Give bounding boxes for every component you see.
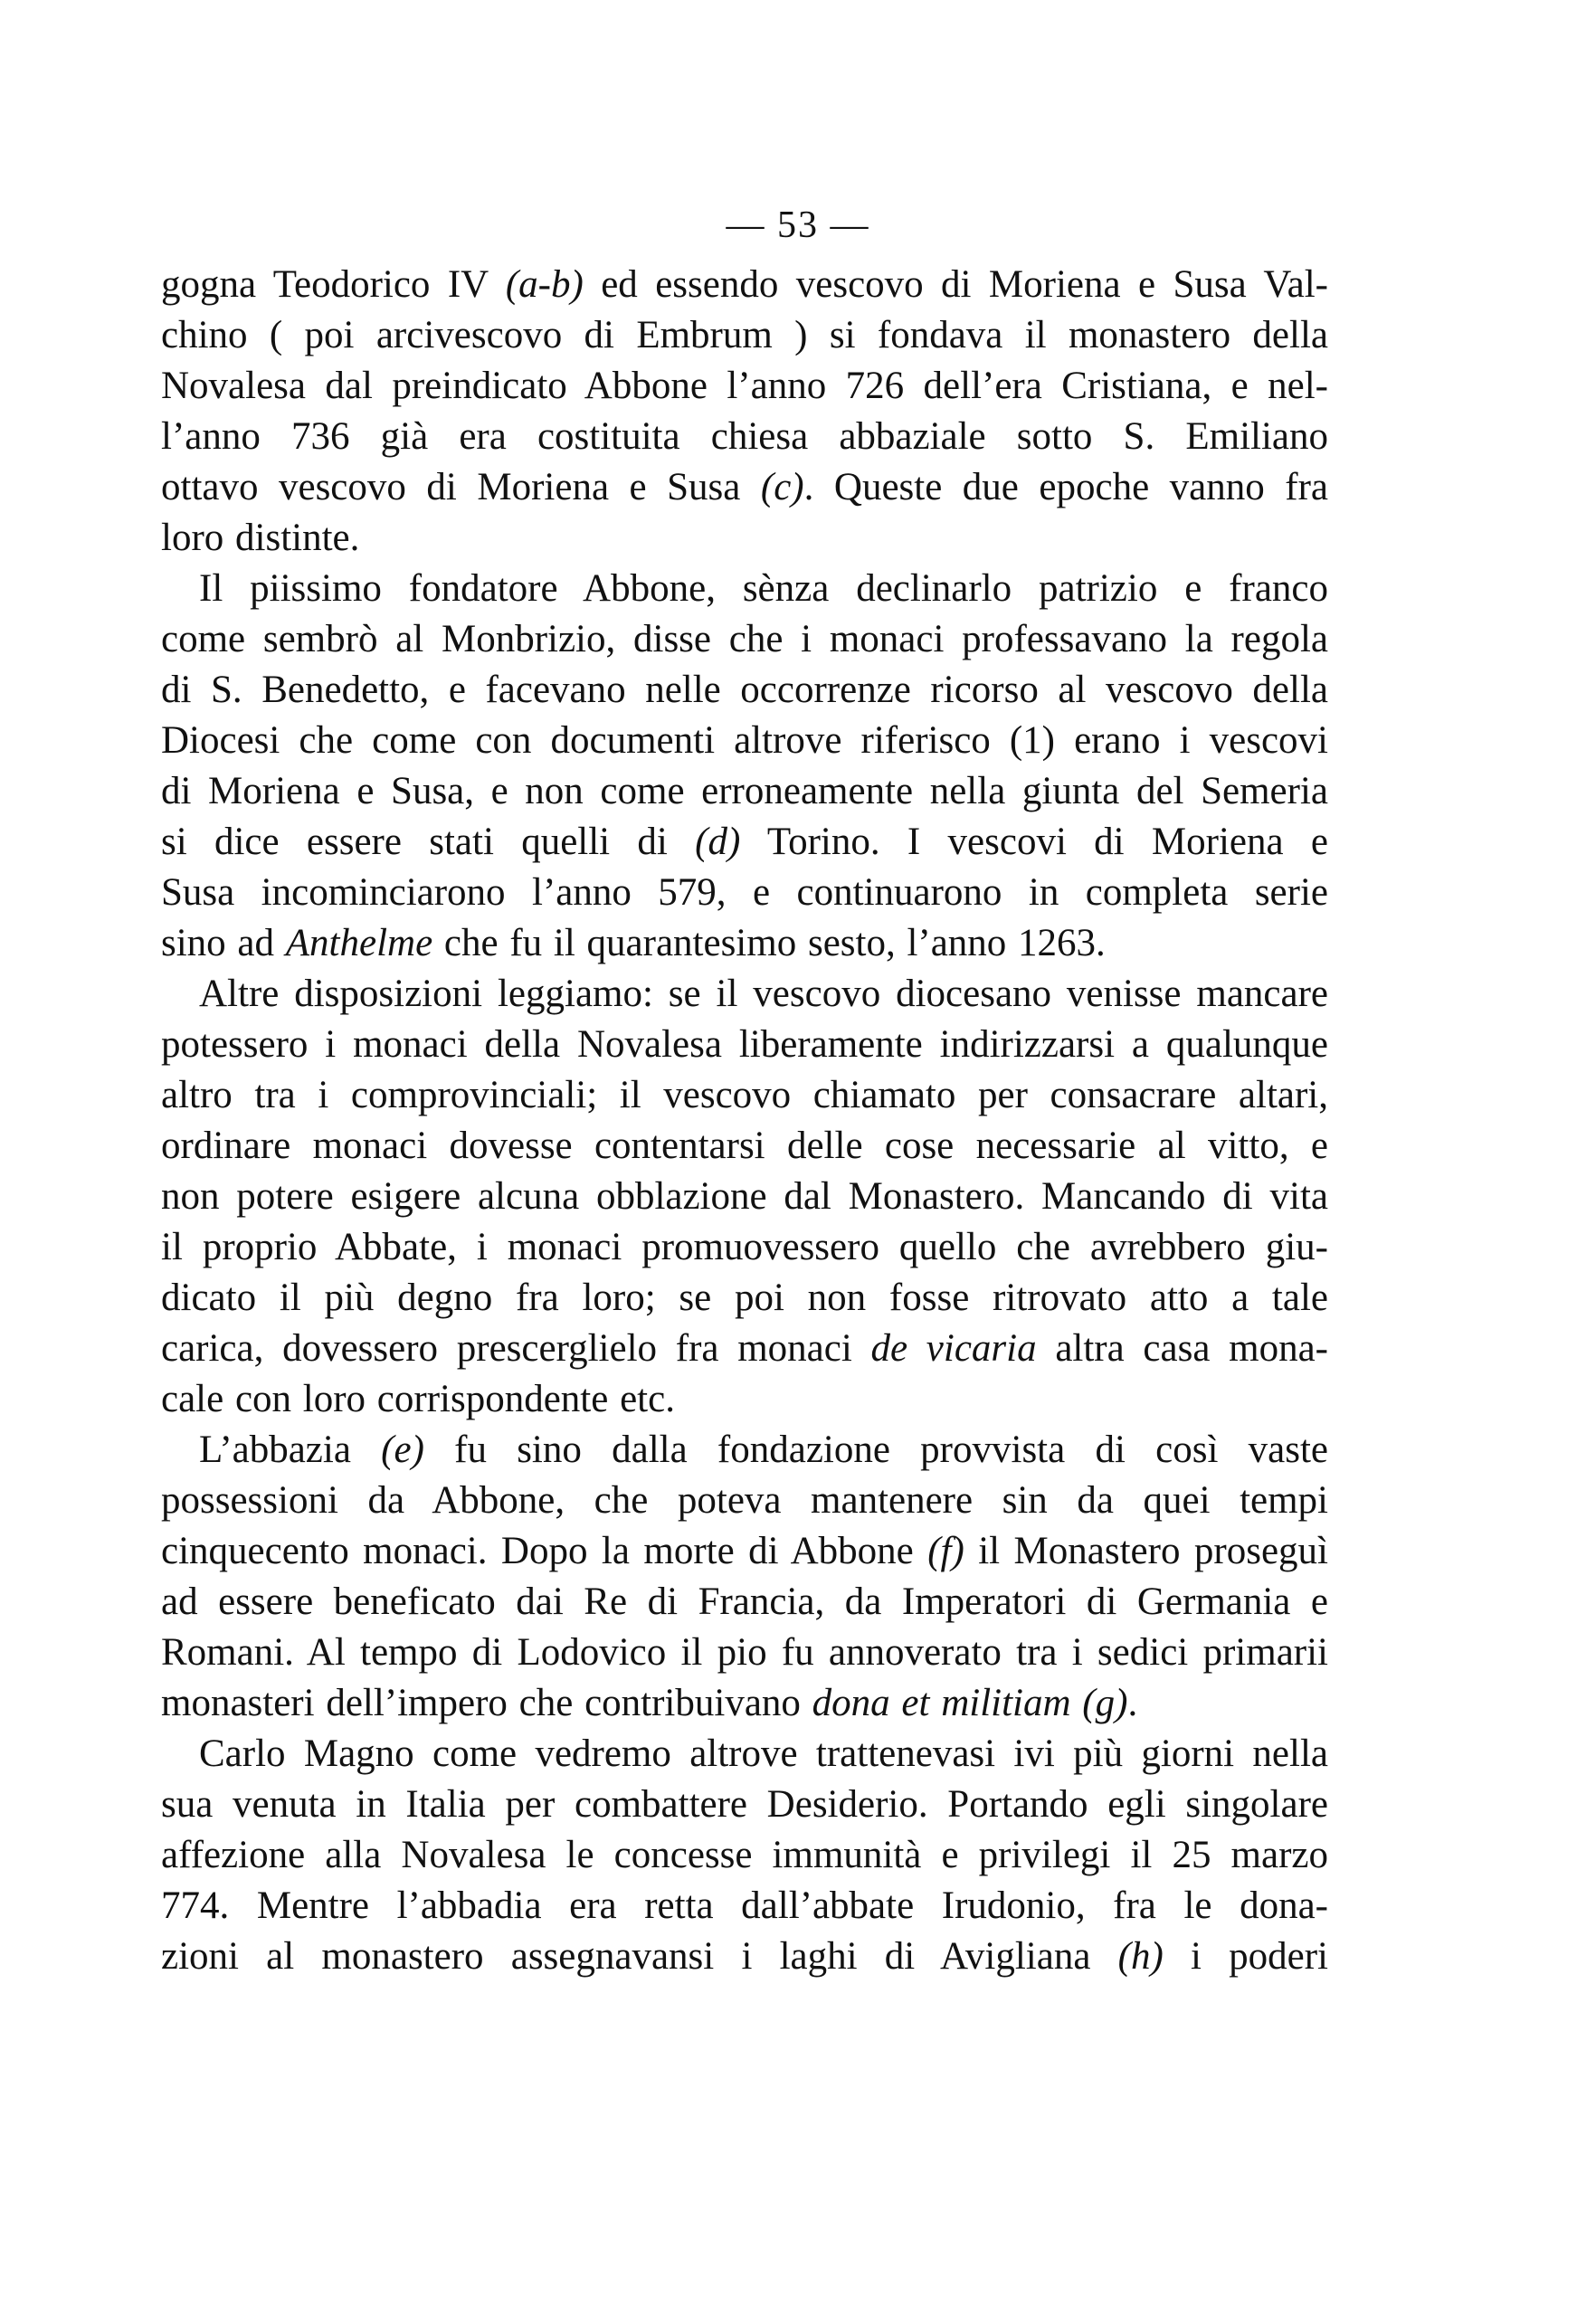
text-segment: l’anno 736 già era costituita chiesa abbaziale sotto S. Emiliano [161, 415, 1328, 458]
text-segment: . [1127, 1682, 1138, 1724]
text-line [161, 1374, 1328, 1425]
text-line [161, 1425, 1328, 1476]
text-line [161, 1526, 1328, 1577]
text-segment: Torino. I vescovi di Moriena e [740, 821, 1328, 863]
text-line [161, 1020, 1328, 1070]
text-segment: chino ( poi arcivescovo di Embrum ) si fondava il monastero della [161, 314, 1328, 356]
text-line [161, 1324, 1328, 1374]
text-line [161, 766, 1328, 817]
text-line [161, 1780, 1328, 1830]
text-segment: Novalesa dal preindicato Abbone l’anno 726 dell’era Cristiana, e nel- [161, 365, 1328, 407]
text-line [161, 1476, 1328, 1526]
text-segment: ad essere beneficato dai Re di Francia, da Imperatori di Germania e [161, 1580, 1328, 1623]
text-line [161, 1172, 1328, 1222]
text-segment: monasteri dell’impero che contribuivano [161, 1682, 812, 1724]
text-segment: . Queste due epoche vanno fra [803, 466, 1328, 508]
text-segment: potessero i monaci della Novalesa liberamente indirizzarsi a qualunque [161, 1023, 1328, 1066]
text-segment: Diocesi che come con documenti altrove riferisco (1) erano i vescovi [161, 719, 1328, 762]
text-line [161, 1628, 1328, 1678]
text-segment: Carlo Magno come vedremo altrove trattenevasi ivi più giorni nella [199, 1732, 1328, 1775]
text-line [161, 1830, 1328, 1881]
page-number: — 53 — [726, 204, 870, 246]
text-line [161, 1222, 1328, 1273]
text-line [161, 462, 1328, 513]
italic-text: (c) [760, 466, 804, 508]
text-segment: si dice essere stati quelli di [161, 821, 696, 863]
text-segment: ottavo vescovo di Moriena e Susa [161, 466, 761, 508]
text-line [161, 614, 1328, 665]
text-segment: affezione alla Novalesa le concesse immunità e privilegi il 25 marzo [161, 1834, 1328, 1876]
body-text [161, 260, 1328, 1982]
italic-text: (h) [1117, 1935, 1164, 1978]
text-segment: non potere esigere alcuna obblazione dal Monastero. Mancando di vita [161, 1175, 1328, 1218]
text-line [161, 412, 1328, 462]
text-line [161, 1881, 1328, 1932]
text-segment: di S. Benedetto, e facevano nelle occorrenze ricorso al vescovo della [161, 669, 1328, 711]
text-line [161, 564, 1328, 614]
italic-text: (e) [381, 1429, 424, 1471]
italic-text: Anthelme [285, 922, 433, 964]
text-line [161, 1273, 1328, 1324]
text-line [161, 1121, 1328, 1172]
italic-text: (f) [927, 1530, 964, 1572]
text-segment: altro tra i comprovinciali; il vescovo chiamato per consacrare altari, [161, 1074, 1328, 1116]
text-line [161, 1070, 1328, 1121]
text-segment: fu sino dalla fondazione provvista di così vaste [423, 1429, 1328, 1471]
italic-text: (a-b) [505, 263, 584, 306]
text-segment: che fu il quarantesimo sesto, l’anno 1263. [432, 922, 1106, 964]
text-segment: gogna Teodorico IV [161, 263, 506, 306]
text-segment: ordinare monaci dovesse contentarsi delle cose necessarie al vitto, e [161, 1125, 1328, 1167]
text-line [161, 716, 1328, 766]
text-segment: Altre disposizioni leggiamo: se il vescovo diocesano venisse mancare [199, 973, 1328, 1015]
text-line [161, 969, 1328, 1020]
italic-text: (g) [1082, 1682, 1128, 1724]
text-segment: il Monastero proseguì [964, 1530, 1328, 1572]
text-segment: di Moriena e Susa, e non come erroneamente nella giunta del Semeria [161, 770, 1328, 812]
text-segment: dicato il più degno fra loro; se poi non fosse ritrovato atto a tale [161, 1277, 1328, 1319]
text-line [161, 310, 1328, 361]
text-segment: cale con loro corrispondente etc. [161, 1378, 675, 1420]
text-segment: L’abbazia [199, 1429, 382, 1471]
text-segment: sua venuta in Italia per combattere Desiderio. Portando egli singolare [161, 1783, 1328, 1826]
text-line [161, 868, 1328, 918]
text-segment: loro distinte. [161, 517, 360, 559]
text-line [161, 1729, 1328, 1780]
text-segment: i poderi [1163, 1935, 1328, 1978]
text-segment: ed essendo vescovo di Moriena e Susa Val- [583, 263, 1328, 306]
text-segment: 774. Mentre l’abbadia era retta dall’abbate Irudonio, fra le dona- [161, 1884, 1328, 1927]
text-segment: Susa incominciarono l’anno 579, e continuarono in completa serie [161, 871, 1328, 914]
text-line [161, 918, 1328, 969]
text-segment: il proprio Abbate, i monaci promuovessero quello che avrebbero giu- [161, 1226, 1328, 1268]
text-line [161, 665, 1328, 716]
text-segment: cinquecento monaci. Dopo la morte di Abbone [161, 1530, 928, 1572]
italic-text: dona et militiam [812, 1682, 1071, 1724]
text-segment: zioni al monastero assegnavansi i laghi di Avigliana [161, 1935, 1118, 1978]
text-line [161, 1678, 1328, 1729]
italic-text: (d) [695, 821, 741, 863]
text-line [161, 513, 1328, 564]
text-line [161, 260, 1328, 310]
text-line [161, 817, 1328, 868]
text-segment: come sembrò al Monbrizio, disse che i monaci professavano la regola [161, 618, 1328, 660]
text-segment: altra casa mona- [1036, 1327, 1328, 1370]
text-segment: Romani. Al tempo di Lodovico il pio fu annoverato tra i sedici primarii [161, 1631, 1328, 1674]
text-segment: carica, dovessero prescerglielo fra monaci [161, 1327, 871, 1370]
text-segment [1071, 1682, 1083, 1724]
text-segment: sino ad [161, 922, 286, 964]
text-segment: possessioni da Abbone, che poteva mantenere sin da quei tempi [161, 1479, 1328, 1522]
text-line [161, 1932, 1328, 1982]
text-line [161, 361, 1328, 412]
italic-text: de vicaria [870, 1327, 1037, 1370]
text-line [161, 1577, 1328, 1628]
text-segment: Il piissimo fondatore Abbone, sènza declinarlo patrizio e franco [199, 567, 1328, 610]
